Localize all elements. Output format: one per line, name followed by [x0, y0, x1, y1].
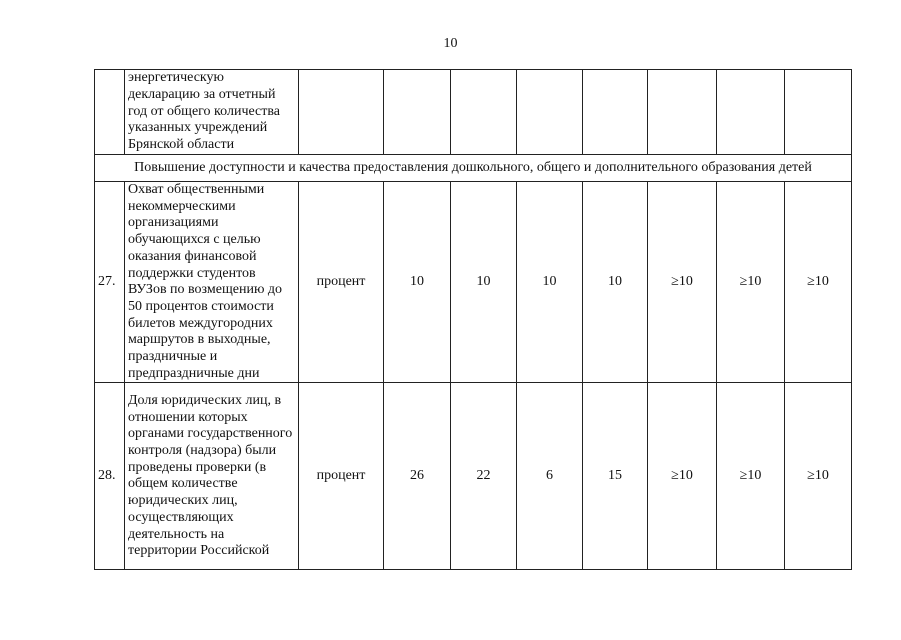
value-cell: 10 — [451, 182, 517, 383]
indicator-name: Охват общественными некоммерческими организациями обучающихся с целью оказания финансовой поддержки студентов ВУЗов по возмещению до 50 процентов стоимости билетов междугородних маршрутов в выходные, праздничные и предпраздничные дни — [125, 182, 299, 383]
table-row — [95, 383, 852, 570]
unit-cell — [299, 70, 384, 155]
value-cell — [583, 70, 648, 155]
value-cell — [717, 70, 785, 155]
value-cell: 10 — [583, 182, 648, 383]
value-cell — [384, 70, 451, 155]
table-row-continued — [95, 70, 852, 155]
value-cell — [451, 70, 517, 155]
indicator-name: Доля юридических лиц, в отношении которых органами государственного контроля (надзора) были проведены проверки (в общем количестве юридических лиц, осуществляющих деятельность на территории Российской — [125, 383, 299, 570]
value-cell — [517, 70, 583, 155]
value-cell: 22 — [451, 383, 517, 570]
value-cell: 6 — [517, 383, 583, 570]
value-cell: 10 — [384, 182, 451, 383]
value-cell — [648, 70, 717, 155]
value-cell: ≥10 — [717, 383, 785, 570]
value-cell: ≥10 — [648, 383, 717, 570]
page-number: 10 — [443, 36, 458, 51]
value-cell: ≥10 — [648, 182, 717, 383]
section-row — [95, 155, 852, 182]
value-cell: 10 — [517, 182, 583, 383]
indicator-name: энергетическую декларацию за отчетный год от общего количества указанных учреждений Брянской области — [125, 70, 299, 155]
value-cell: 26 — [384, 383, 451, 570]
value-cell: ≥10 — [785, 383, 852, 570]
value-cell: ≥10 — [785, 182, 852, 383]
section-title: Повышение доступности и качества предоставления дошкольного, общего и дополнительного образования детей — [95, 155, 852, 182]
value-cell — [785, 70, 852, 155]
indicators-table — [94, 69, 852, 570]
value-cell: 15 — [583, 383, 648, 570]
row-number: 28. — [95, 383, 125, 570]
unit-cell: процент — [299, 383, 384, 570]
row-number: 27. — [95, 182, 125, 383]
unit-cell: процент — [299, 182, 384, 383]
value-cell: ≥10 — [717, 182, 785, 383]
table-row — [95, 182, 852, 383]
row-number — [95, 70, 125, 155]
